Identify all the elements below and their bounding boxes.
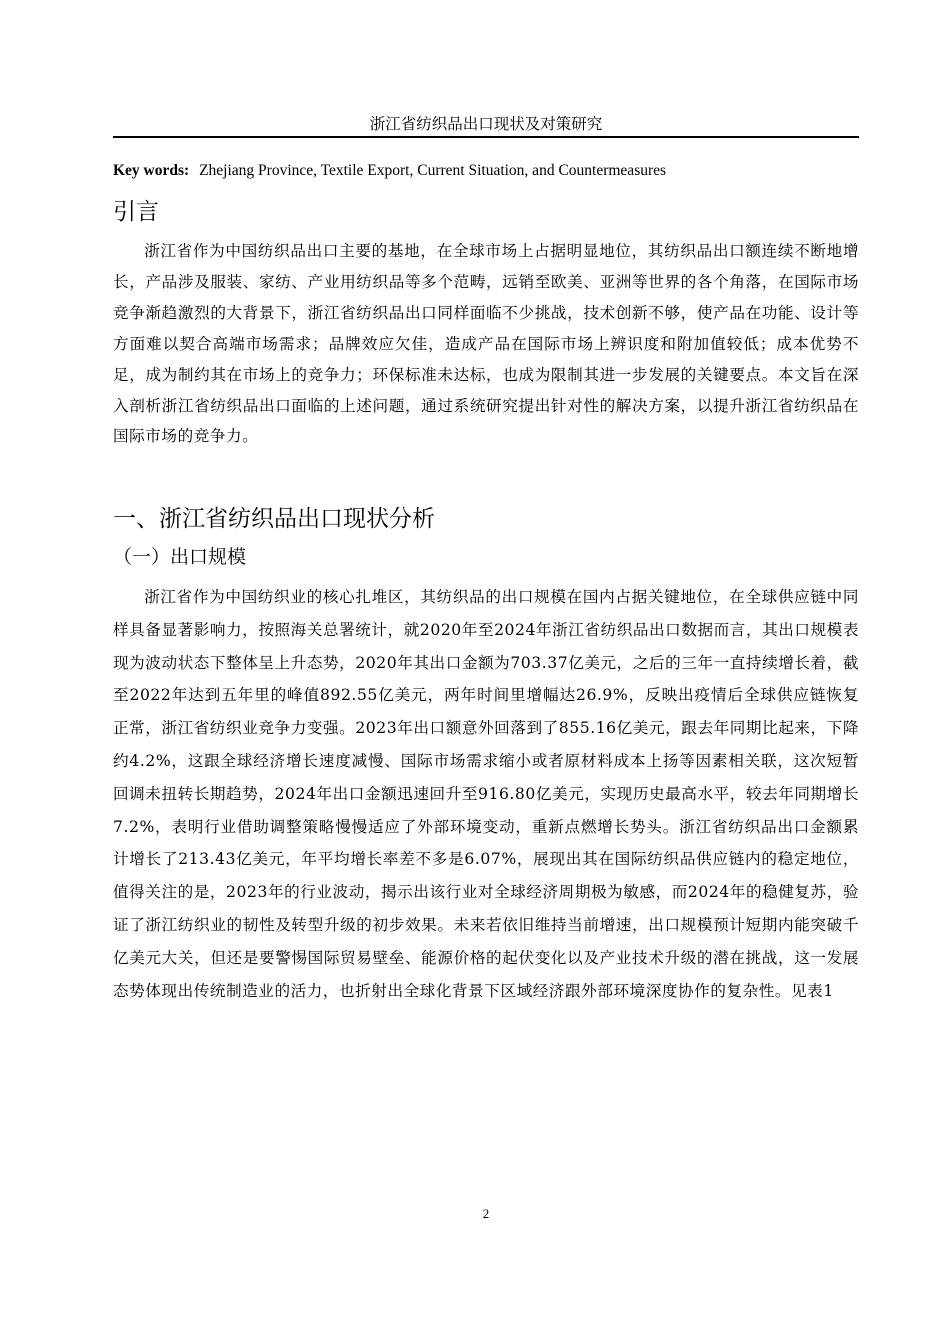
keywords-label: Key words: — [113, 162, 190, 179]
keywords-line — [113, 161, 859, 181]
intro-heading: 引言 — [113, 199, 159, 225]
running-header: 浙江省纺织品出口现状及对策研究 — [369, 115, 603, 133]
export-scale-paragraph: 浙江省作为中国纺织业的核心扎堆区，其纺织品的出口规模在国内占据关键地位，在全球供应链中同样具备显著影响力，按照海关总署统计，就2020年至2024年浙江省纺织品出口数据而言，其出口规模表现为波动状态下整体呈上升态势，2020年其出口金额为703.37亿美元，之后的三年一直持续增长着，截至2022年达到五年里的峰值892.55亿美元，两年时间里增幅达26.9%，反映出疫情后全球供应链恢复正常，浙江省纺织业竞争力变强。2023年出口额意外回落到了855.16亿美元，跟去年同期比起来，下降约4.2%，这跟全球经济增长速度减慢、国际市场需求缩小或者原材料成本上扬等因素相关联，这次短暂回调未扭转长期趋势，2024年出口金额迅速回升至916.80亿美元，实现历史最高水平，较去年同期增长7.2%，表明行业借助调整策略慢慢适应了外部环境变动，重新点燃增长势头。浙江省纺织品出口金额累计增长了213.43亿美元，年平均增长率差不多是6.07%，展现出其在国际纺织品供应链内的稳定地位，值得关注的是，2023年的行业波动，揭示出该行业对全球经济周期极为敏感，而2024年的稳健复苏，验证了浙江纺织业的韧性及转型升级的初步效果。未来若依旧维持当前增速，出口规模预计短期内能突破千亿美元大关，但还是要警惕国际贸易壁垒、能源价格的起伏变化以及产业技术升级的潜在挑战，这一发展态势体现出传统制造业的活力，也折射出全球化背景下区域经济跟外部环境深度协作的复杂性。见表1 — [113, 588, 859, 1000]
page-number: 2 — [482, 1206, 490, 1221]
header-rule — [113, 136, 859, 138]
section-1-heading: 一、浙江省纺织品出口现状分析 — [113, 506, 435, 532]
subsection-1-heading: （一）出口规模 — [113, 546, 247, 568]
intro-paragraph: 浙江省作为中国纺织品出口主要的基地，在全球市场上占据明显地位，其纺织品出口额连续不断地增长，产品涉及服装、家纺、产业用纺织品等多个范畴，远销至欧美、亚洲等世界的各个角落，在国际市场竞争渐趋激烈的大背景下，浙江省纺织品出口同样面临不少挑战，技术创新不够，使产品在功能、设计等方面难以契合高端市场需求；品牌效应欠佳，造成产品在国际市场上辨识度和附加值较低；成本优势不足，成为制约其在市场上的竞争力；环保标准未达标，也成为限制其进一步发展的关键要点。本文旨在深入剖析浙江省纺织品出口面临的上述问题，通过系统研究提出针对性的解决方案，以提升浙江省纺织品在国际市场的竞争力。 — [113, 242, 859, 446]
keywords-text: Zhejiang Province, Textile Export, Current Situation, and Countermeasures — [199, 162, 667, 179]
